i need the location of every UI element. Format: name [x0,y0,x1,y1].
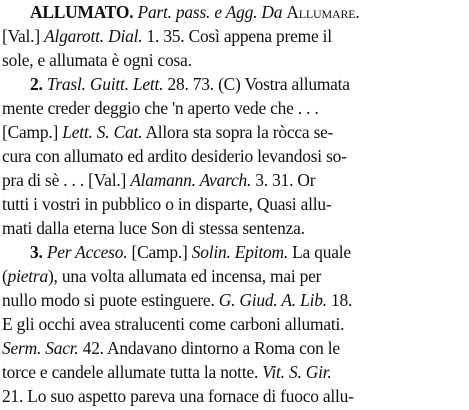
text-line: E gli occhi avea stralucenti come carboni allumati. [2,314,345,334]
text-line: sole, e allumata è ogni cosa. [2,50,192,70]
text-line: tutti i vostri in pubblico o in disparte, Quasi allu- [2,194,332,214]
text-line: [Val.] Algarott. Dial. 1. 35. Così appena preme il [2,26,332,46]
text-line: Serm. Sacr. 42. Andavano dintorno a Roma con le [2,338,340,358]
entry-grammar: Part. pass. e Agg. Da [137,2,283,22]
text-line: (pietra), una volta allumata ed incensa, mai per [2,266,322,286]
text-line: pra di sè . . . [Val.] Alamann. Avarch. 3. 31. Or [2,170,316,190]
entry-headword: ALLUMATO. [30,2,134,22]
text-line: mente creder deggio che 'n aperto vede che . . . [2,98,319,118]
text-line: [Camp.] Lett. S. Cat. Allora sta sopra la ròcca se- [2,122,334,142]
text-line: mati dalla eterna luce Son di stessa sentenza. [2,218,305,238]
text-line: 21. Lo suo aspetto pareva una fornace di fuoco allu- [2,386,354,406]
entry-etymon: Allumare. [286,2,360,22]
entry-heading-line [0,0,469,24]
text-line: torce e candele allumate tutta la notte. Vit. S. Gir. [2,362,332,382]
sense-3-line: 3. Per Acceso. [Camp.] Solin. Epitom. La quale [30,242,351,262]
sense-number: 3. [30,242,43,262]
text-line: cura con allumato ed ardito desiderio levandosi so- [2,146,347,166]
sense-number: 2. [30,74,43,94]
sense-2-line: 2. Trasl. Guitt. Lett. 28. 73. (C) Vostra allumata [30,74,350,94]
text-line: nullo modo si puote estinguere. G. Giud. A. Lib. 18. [2,290,353,310]
